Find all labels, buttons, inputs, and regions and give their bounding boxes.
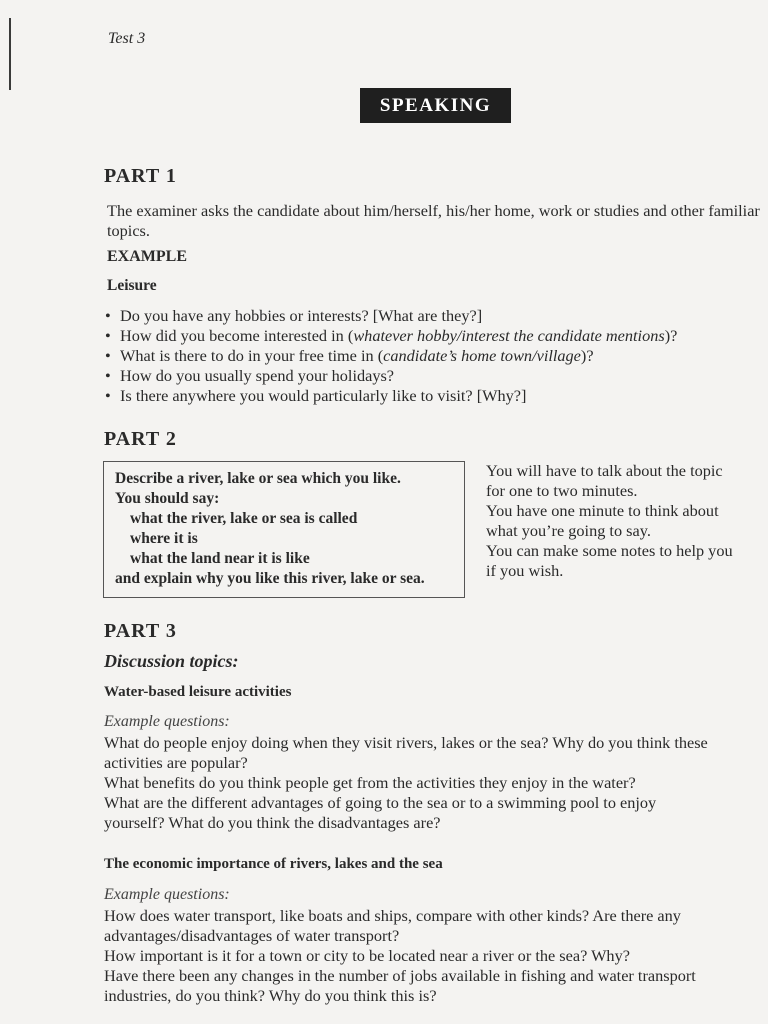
section-banner: SPEAKING	[360, 88, 511, 123]
question-line: How important is it for a town or city to be located near a river or the sea? Why?	[104, 946, 630, 965]
question-line: industries, do you think? Why do you think this is?	[104, 986, 437, 1005]
question-line: What do people enjoy doing when they visit rivers, lakes or the sea? Why do you think these	[104, 733, 708, 752]
question-line: What benefits do you think people get from the activities they enjoy in the water?	[104, 773, 636, 792]
cue-card	[103, 461, 465, 598]
instruction-line: You have one minute to think about	[486, 501, 719, 520]
part1-topic: Leisure	[107, 277, 157, 294]
cue-card-line: Describe a river, lake or sea which you like.	[115, 470, 401, 487]
part1-question-list	[103, 306, 763, 406]
cue-card-line: and explain why you like this river, lake or sea.	[115, 570, 425, 587]
part3-heading: PART 3	[104, 620, 177, 642]
question-line: yourself? What do you think the disadvantages are?	[104, 813, 441, 832]
topic1-title: Water-based leisure activities	[104, 684, 292, 700]
instruction-line: You will have to talk about the topic	[486, 461, 723, 480]
topic1-questions	[104, 733, 766, 833]
cue-card-line: You should say:	[115, 490, 220, 507]
question-line: advantages/disadvantages of water transport?	[104, 926, 400, 945]
page-edge-line	[9, 18, 11, 90]
list-item: • What is there to do in your free time in (candidate’s home town/village)?	[103, 346, 763, 366]
instruction-line: You can make some notes to help you	[486, 541, 733, 560]
question-line: activities are popular?	[104, 753, 248, 772]
part1-example-label: EXAMPLE	[107, 248, 187, 265]
part3-subheading: Discussion topics:	[104, 651, 239, 671]
cue-card-line: what the land near it is like	[130, 550, 310, 567]
list-item: • How do you usually spend your holidays?	[103, 366, 763, 386]
part2-heading: PART 2	[104, 428, 177, 450]
part2-instructions	[486, 461, 766, 581]
list-item: • How did you become interested in (whatever hobby/interest the candidate mentions)?	[103, 326, 763, 346]
topic2-example-label: Example questions:	[104, 886, 230, 903]
running-head: Test 3	[108, 30, 146, 47]
instruction-line: for one to two minutes.	[486, 481, 638, 500]
topic2-title: The economic importance of rivers, lakes and the sea	[104, 856, 443, 872]
topic2-questions	[104, 906, 766, 1006]
question-line: What are the different advantages of going to the sea or to a swimming pool to enjoy	[104, 793, 657, 812]
instruction-line: what you’re going to say.	[486, 521, 651, 540]
question-line: Have there been any changes in the number of jobs available in fishing and water transport	[104, 966, 696, 985]
part1-intro: The examiner asks the candidate about him/herself, his/her home, work or studies and other familiar topics.	[107, 201, 760, 240]
list-item: • Do you have any hobbies or interests? [What are they?]	[103, 306, 763, 326]
instruction-line: if you wish.	[486, 561, 564, 580]
cue-card-line: where it is	[130, 530, 198, 547]
question-line: How does water transport, like boats and ships, compare with other kinds? Are there any	[104, 906, 681, 925]
topic1-example-label: Example questions:	[104, 713, 230, 730]
cue-card-line: what the river, lake or sea is called	[130, 510, 358, 527]
part1-heading: PART 1	[104, 165, 177, 187]
list-item: • Is there anywhere you would particularly like to visit? [Why?]	[103, 386, 763, 406]
